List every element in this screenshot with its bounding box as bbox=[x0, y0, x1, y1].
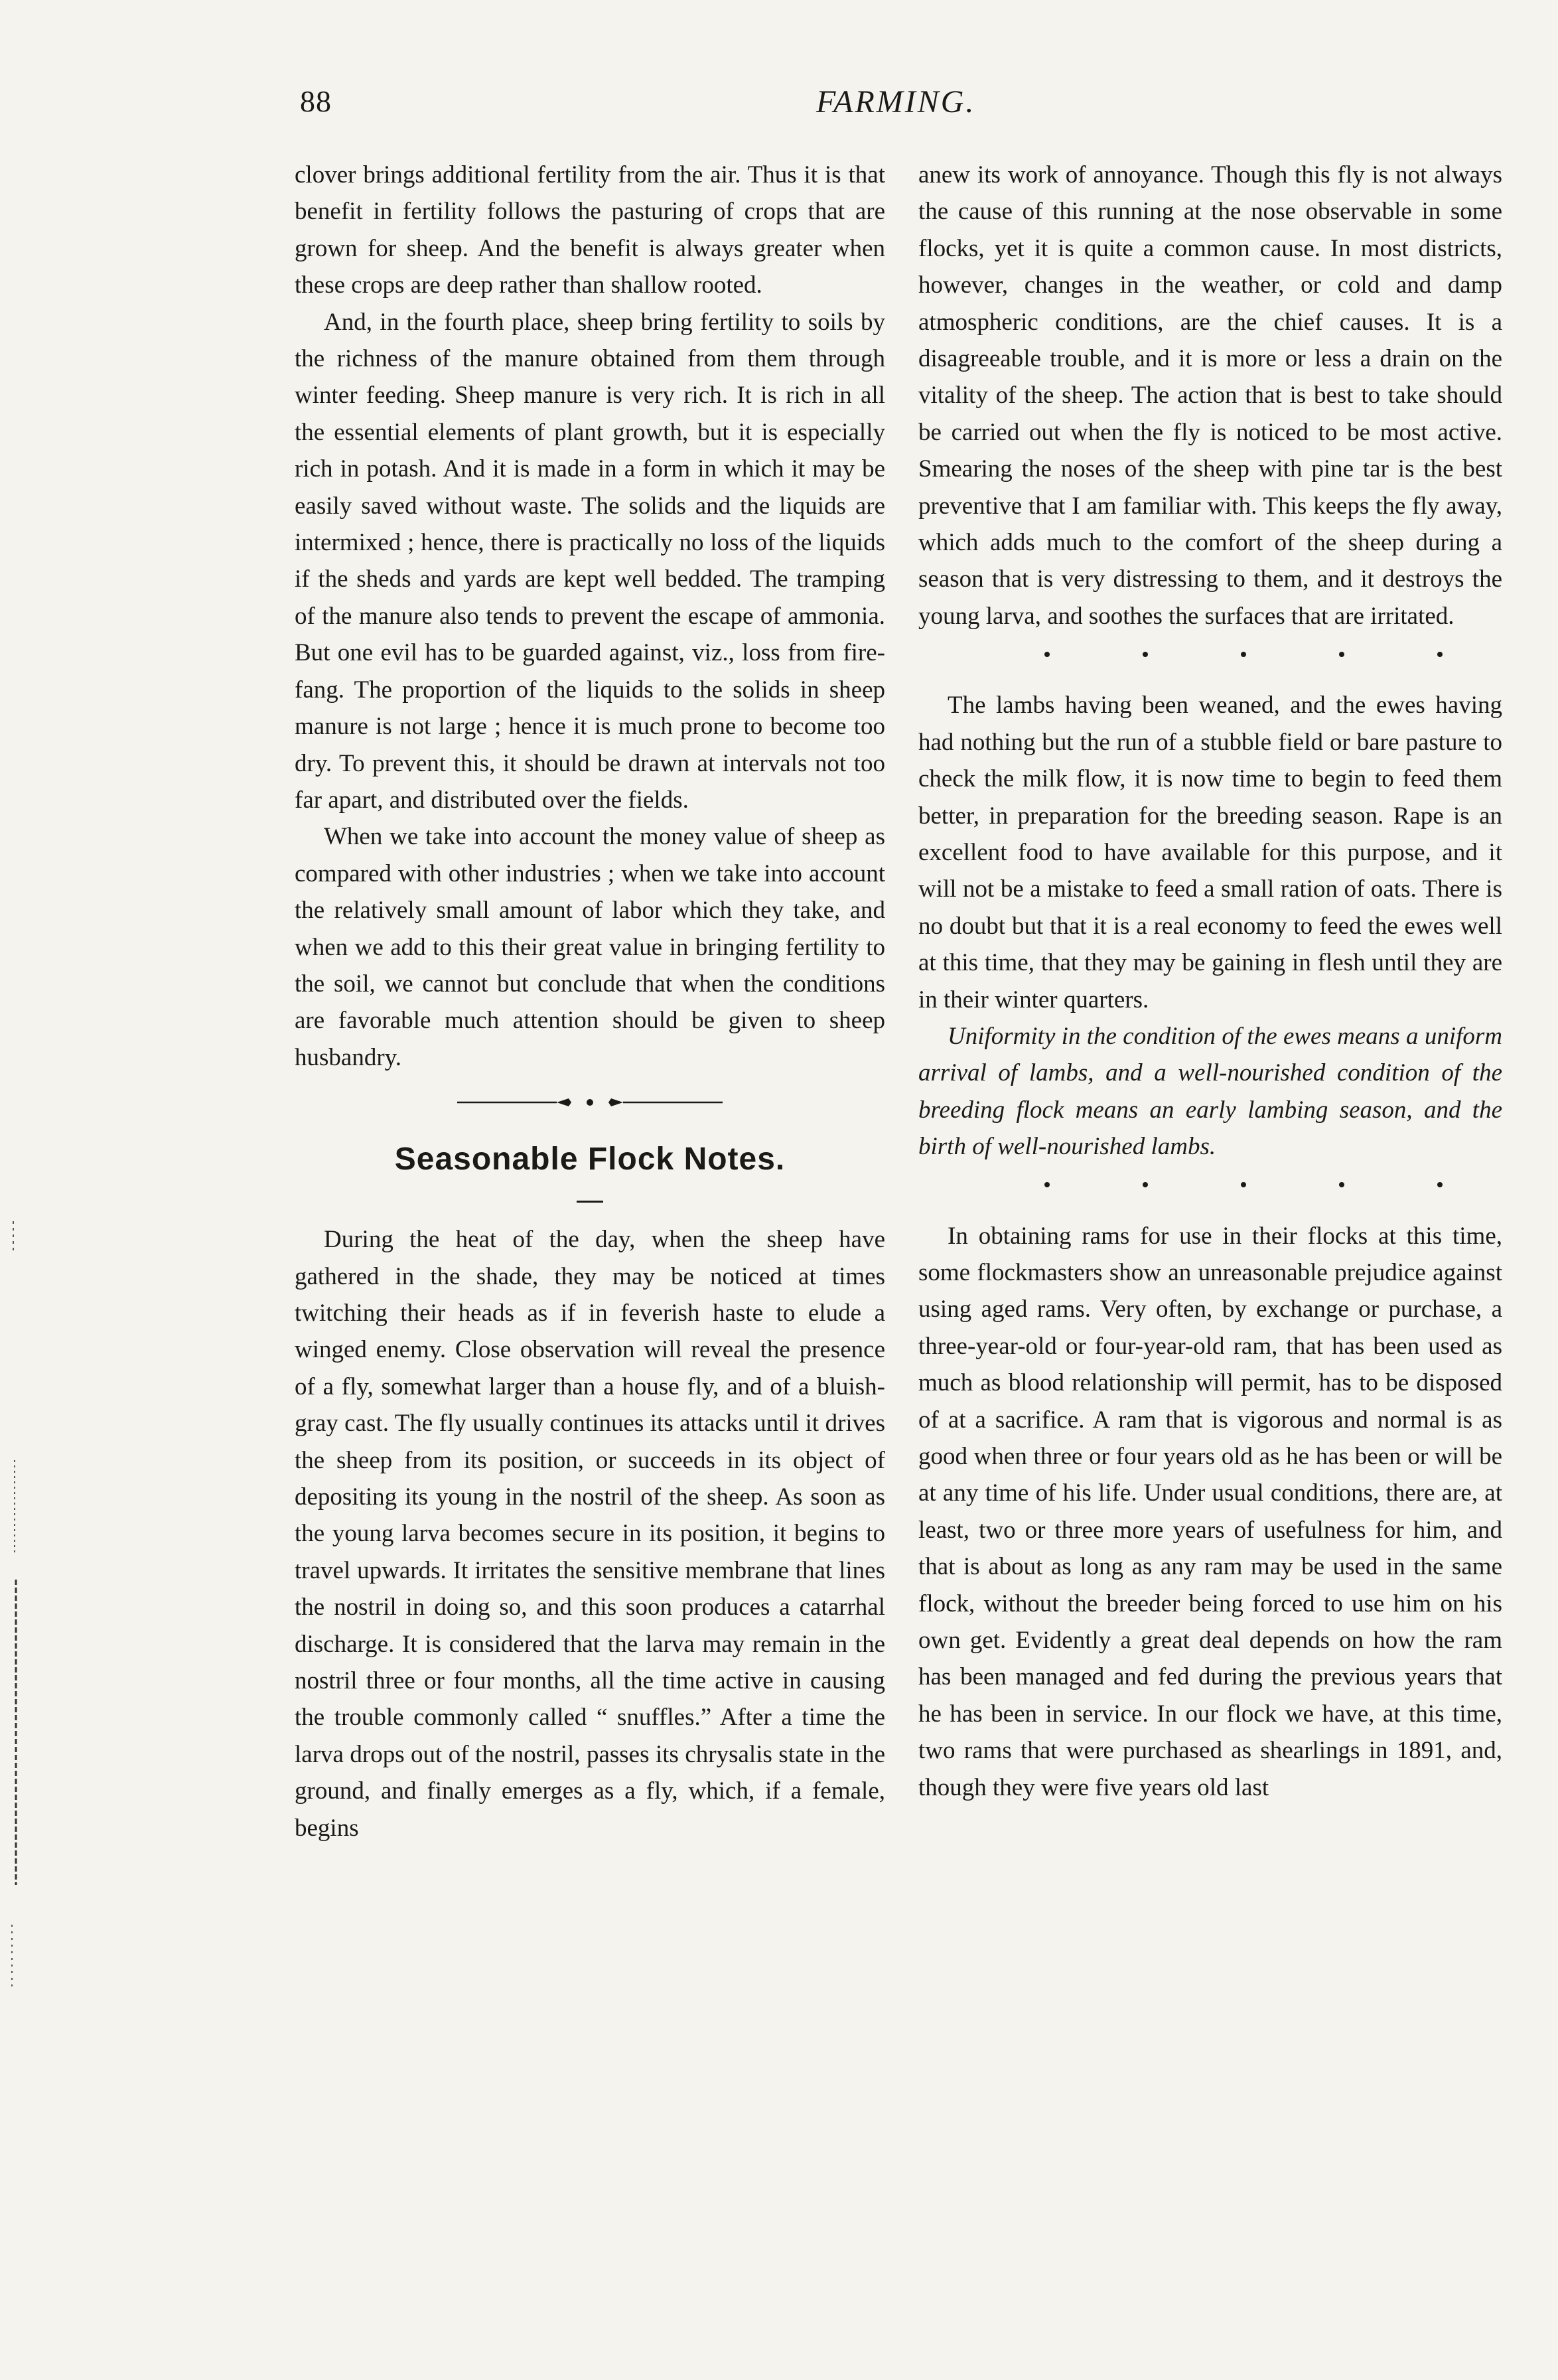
paragraph-left-4: During the heat of the day, when the sheep have gathered in the shade, they may be noticed at times twitching their heads as if in feverish haste to elude a winged enemy. Close observation will reveal the presence of a fly, somewhat larger than a house fly, and of a bluish-gray cast. The fly usually continues its attacks until it drives the sheep from its position, or succeeds in its object of depositing its young in the nostril of the sheep. As soon as the young larva becomes secure in its position, it begins to travel upwards. It irritates the sensitive membrane that lines the nostril in doing so, and this soon produces a catarrhal discharge. It is considered that the larva may remain in the nostril three or four months, all the time active in causing the trouble commonly called “ snuffles.” After a time the larva drops out of the nostril, passes its chrysalis state in the ground, and finally emerges as a fly, which, if a female, begins bbox=[295, 1226, 885, 1842]
dot-icon bbox=[1339, 1182, 1344, 1187]
left-column bbox=[295, 157, 885, 1846]
paragraph-left-3: When we take into account the money value of sheep as compared with other industries ; when we take into account the relatively small amount of labor which they take, and when we add to this their great value in bringing fertility to the soil, we cannot but conclude that when the conditions are favorable much attention should be given to sheep husbandry. bbox=[295, 823, 885, 1071]
paragraph-right-4: In obtaining rams for use in their flocks at this time, some flockmasters show an unreasonable prejudice against using aged rams. Very often, by exchange or purchase, a three-year-old or four-year-old ram, that has been used as much as blood relationship will permit, has to be disposed of at a sacrifice. A ram that is vigorous and normal is as good when three or four years old as he has been or will be at any time of his life. Under usual conditions, there are, at least, two or three more years of usefulness for him, and that is about as long as any ram may be used in the same flock, without the breeder being forced to use him on his own get. Evidently a great deal depends on how the ram has been managed and fed during the previous years that he has been in service. In our flock we have, at this time, two rams that were purchased as shearlings in 1891, and, though they were five years old last bbox=[918, 1222, 1502, 1801]
dot-icon bbox=[1339, 652, 1344, 657]
running-title: FARMING. bbox=[816, 84, 976, 119]
dot-icon bbox=[1437, 652, 1443, 657]
paragraph-left-2: And, in the fourth place, sheep bring fertility to soils by the richness of the manure obtained from them through winter feeding. Sheep manure is very rich. It is rich in all the essential elements of plant growth, but it is especially rich in potash. And it is made in a form in which it may be easily saved without waste. The solids and the liquids are intermixed ; hence, there is practically no loss of the liquids if the sheds and yards are kept well bedded. The tramping of the manure also tends to prevent the escape of ammonia. But one evil has to be guarded against, viz., loss from fire-fang. The proportion of the liquids to the solids in sheep manure is not large ; hence it is much prone to become too dry. To prevent this, it should be drawn at intervals not too far apart, and distributed over the fields. bbox=[295, 308, 885, 814]
dot-icon bbox=[1143, 652, 1148, 657]
section-break-dots bbox=[918, 1167, 1502, 1203]
paragraph-left-1: clover brings additional fertility from the air. Thus it is that benefit in fertility follows the pasturing of crops that are grown for sheep. And the benefit is always greater when these crops are deep rather than shallow rooted. bbox=[295, 161, 885, 299]
dot-icon bbox=[1044, 652, 1050, 657]
page-number: 88 bbox=[300, 84, 332, 118]
dot-icon bbox=[1143, 1182, 1148, 1187]
paragraph-right-2: The lambs having been weaned, and the ewes having had nothing but the run of a stubble field or bare pasture to check the milk flow, it is now time to begin to feed them better, in preparation for the breeding season. Rape is an excellent food to have available for this purpose, and it will not be a mistake to feed a small ration of oats. There is no doubt but that it is a real economy to feed the ewes well at this time, that they may be gaining in flesh until they are in their winter quarters. bbox=[918, 692, 1502, 1013]
paragraph-right-1: anew its work of annoyance. Though this fly is not always the cause of this running at the nose observable in some flocks, yet it is quite a common cause. In most districts, however, changes in the weather, or cold and damp atmospheric conditions, are the chief causes. It is a disagreeable trouble, and it is more or less a drain on the vitality of the sheep. The action that is best to take should be carried out when the fly is noticed to be most active. Smearing the noses of the sheep with pine tar is the best preventive that I am familiar with. This keeps the fly away, which adds much to the comfort of the sheep during a season that is very distressing to them, and it destroys the young larva, and soothes the surfaces that are irritated. bbox=[918, 161, 1502, 630]
dot-icon bbox=[1241, 652, 1246, 657]
paragraph-right-3: Uniformity in the condition of the ewes means a uniform arrival of lambs, and a well-nourished condition of the breeding flock means an early lambing season, and the birth of well-nourished lambs. bbox=[918, 1022, 1502, 1161]
dot-icon bbox=[1044, 1182, 1050, 1187]
right-column bbox=[918, 157, 1502, 1806]
section-title: Seasonable Flock Notes. bbox=[394, 1142, 786, 1177]
margin-scan-marks bbox=[0, 1181, 40, 2177]
section-break-dots bbox=[918, 636, 1502, 672]
dot-icon bbox=[1437, 1182, 1443, 1187]
dot-icon bbox=[1241, 1182, 1246, 1187]
section-ornament bbox=[295, 1085, 885, 1120]
ornament-rule-icon bbox=[457, 1096, 723, 1109]
title-divider bbox=[577, 1201, 603, 1203]
